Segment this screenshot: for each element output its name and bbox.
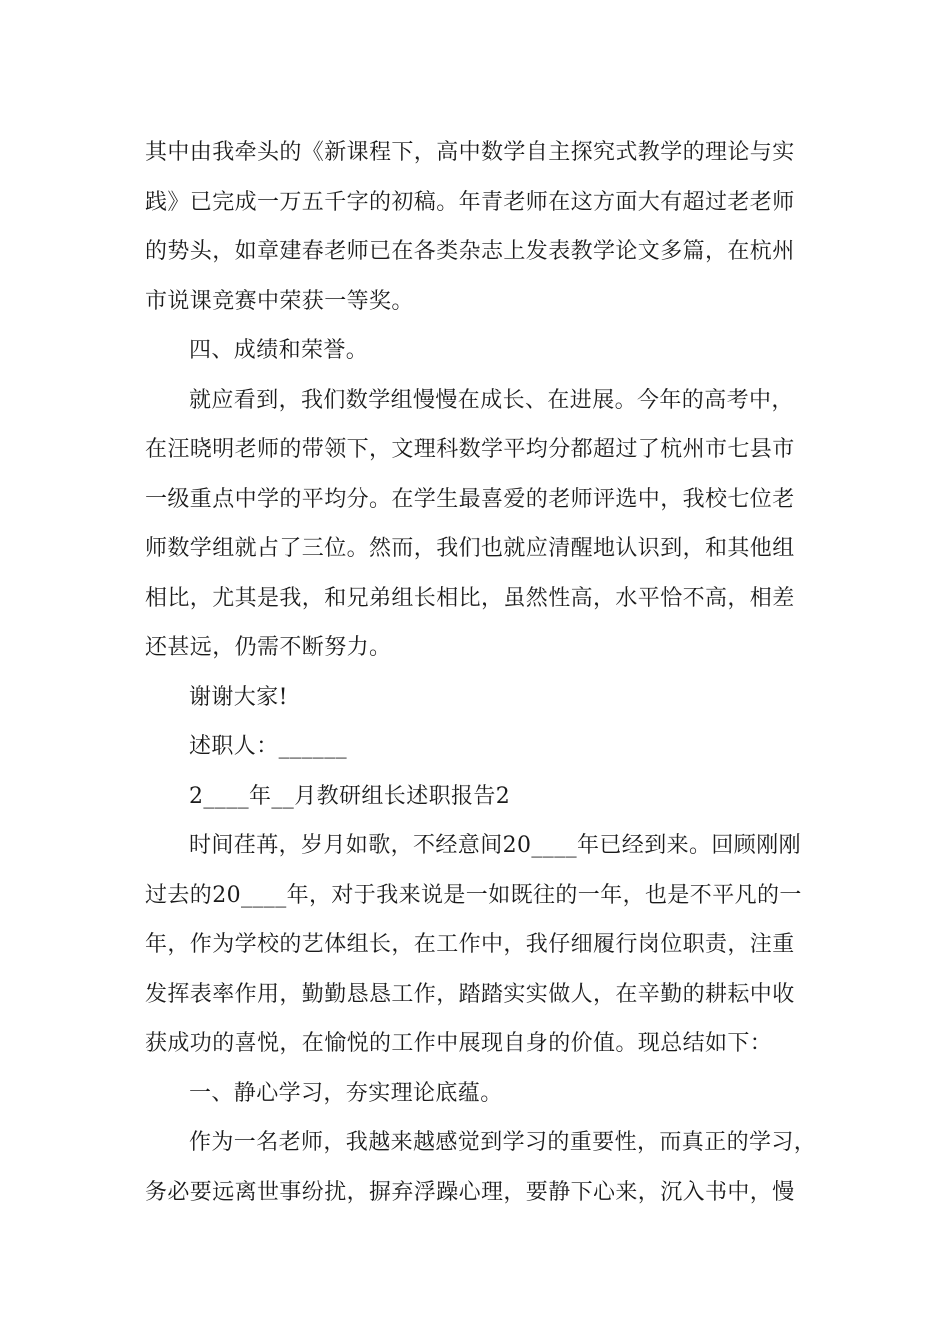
signature-line: 述职人：______: [189, 734, 348, 759]
report-title: 2____年__月教研组长述职报告2: [189, 783, 511, 809]
text-line: 一级重点中学的平均分。在学生最喜爱的老师评选中，我校七位老: [145, 486, 795, 512]
closing-thanks: 谢谢大家!: [189, 684, 288, 710]
text-line: 相比，尤其是我，和兄弟组长相比，虽然性高，水平恰不高，相差: [145, 585, 795, 611]
section-heading: 四、成绩和荣誉。: [189, 338, 369, 363]
text-line: 师数学组就占了三位。然而，我们也就应清醒地认识到，和其他组: [145, 536, 795, 561]
text-line: 过去的20____年，对于我来说是一如既往的一年，也是不平凡的一: [145, 882, 802, 908]
text-line: 的势头，如章建春老师已在各类杂志上发表教学论文多篇，在杭州: [145, 239, 795, 264]
text-line: 市说课竞赛中荣获一等奖。: [145, 288, 414, 314]
text-line: 就应看到，我们数学组慢慢在成长、在进展。今年的高考中，: [189, 387, 794, 413]
text-line: 时间荏苒，岁月如歌，不经意间20____年已经到来。回顾刚刚: [189, 833, 801, 858]
text-line: 还甚远，仍需不断努力。: [145, 635, 392, 660]
text-line: 践》已完成一万五千字的初稿。年青老师在这方面大有超过老老师: [145, 189, 795, 215]
text-line: 年，作为学校的艺体组长，在工作中，我仔细履行岗位职责，注重: [145, 932, 795, 957]
text-line: 在汪晓明老师的带领下，文理科数学平均分都超过了杭州市七县市: [145, 437, 795, 462]
text-line: 获成功的喜悦，在愉悦的工作中展现自身的价值。现总结如下：: [145, 1031, 773, 1056]
section-heading: 一、静心学习，夯实理论底蕴。: [189, 1080, 503, 1106]
text-line: 发挥表率作用，勤勤恳恳工作，踏踏实实做人，在辛勤的耕耘中收: [145, 981, 795, 1007]
text-line: 务必要远离世事纷扰，摒弃浮躁心理，要静下心来，沉入书中，慢: [145, 1179, 795, 1205]
document-body: [145, 128, 815, 1217]
text-line: 其中由我牵头的《新课程下，高中数学自主探究式教学的理论与实: [145, 140, 795, 165]
text-line: 作为一名老师，我越来越感觉到学习的重要性，而真正的学习，: [189, 1130, 817, 1155]
